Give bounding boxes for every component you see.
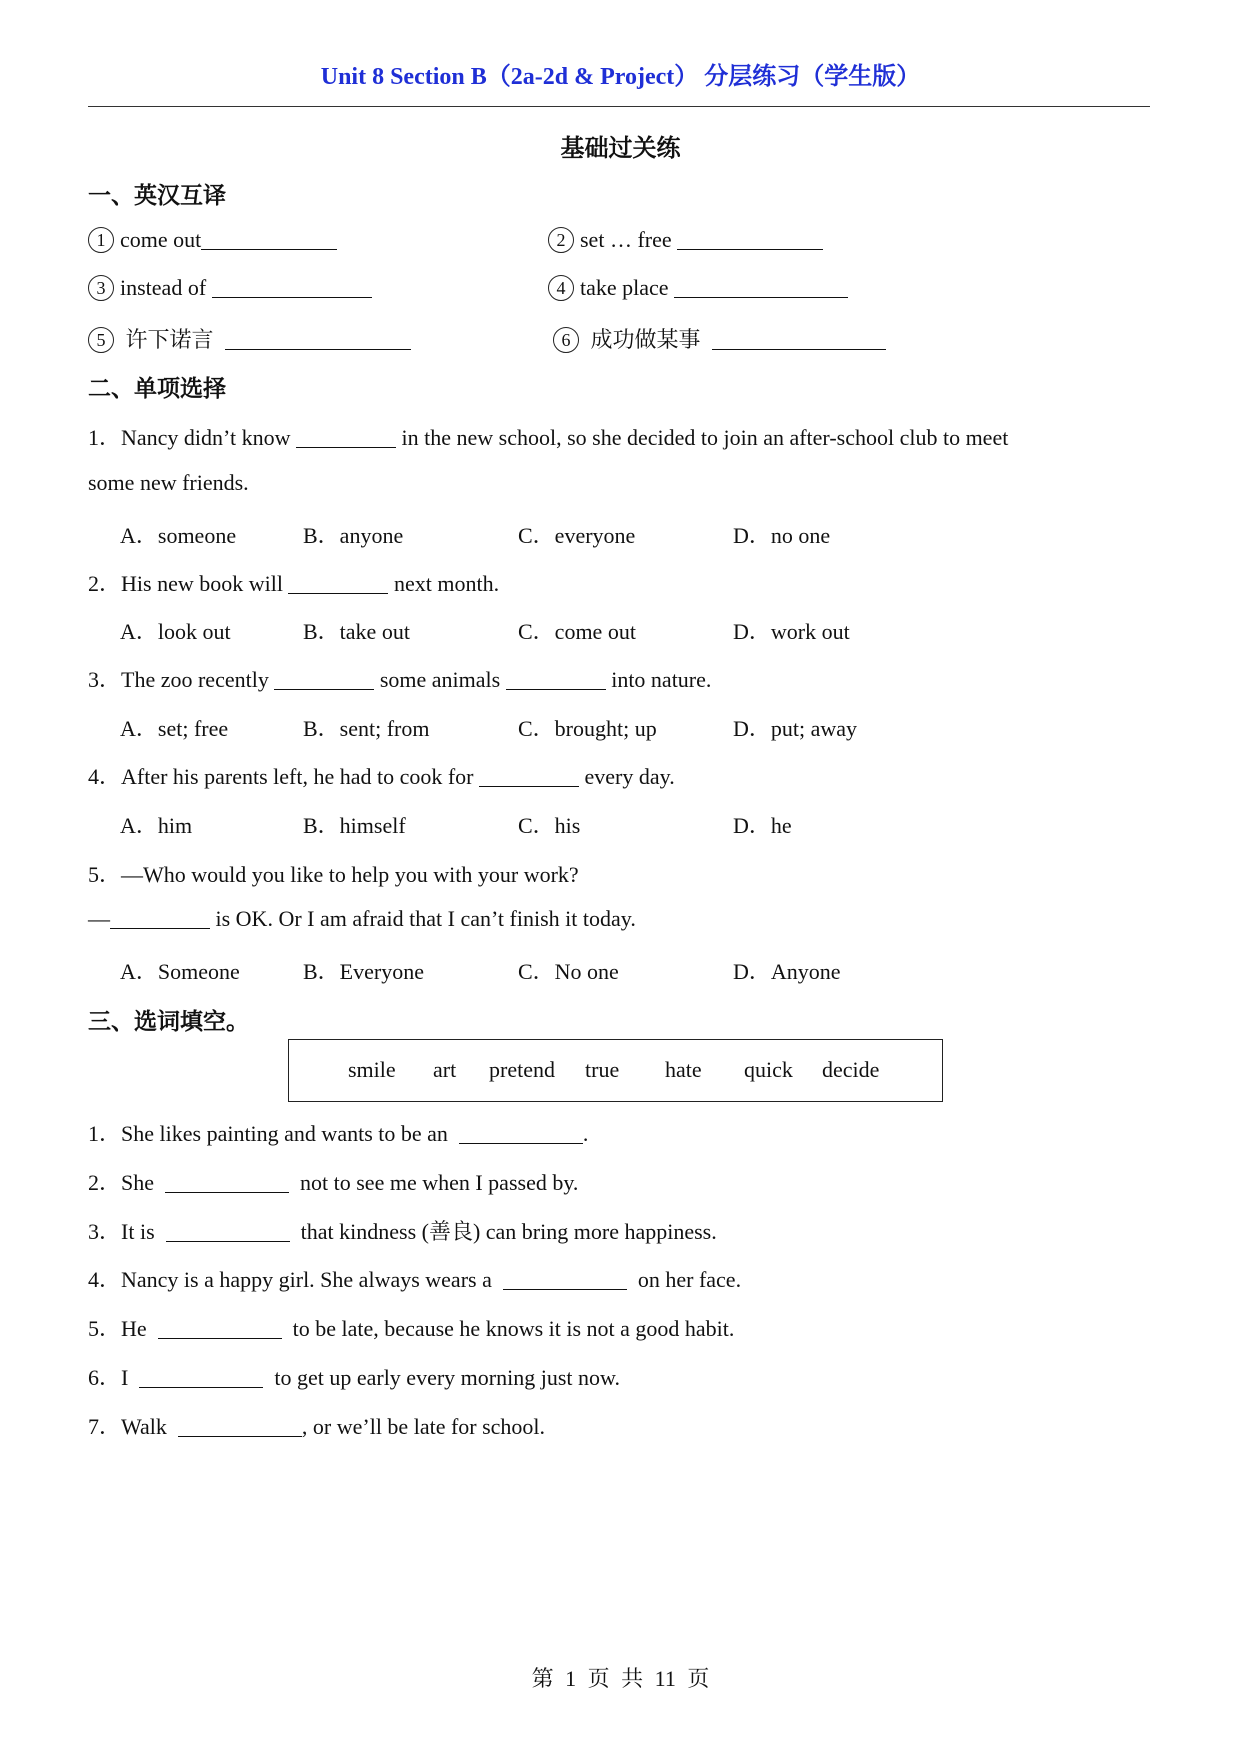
mc-option-c[interactable]: C．No one <box>518 959 619 984</box>
answer-blank[interactable] <box>212 277 372 298</box>
mc-question-1-continued: some new friends. <box>88 470 249 495</box>
answer-blank[interactable] <box>712 329 886 350</box>
part3-heading: 三、选词填空。 <box>88 1009 249 1034</box>
mc-option-b[interactable]: B．himself <box>303 813 406 838</box>
answer-blank[interactable] <box>166 1221 290 1242</box>
page-number-footer: 第 1 页 共 11 页 <box>531 1666 710 1691</box>
answer-blank[interactable] <box>139 1367 263 1388</box>
circled-number: 3 <box>88 275 114 301</box>
answer-blank[interactable] <box>674 277 848 298</box>
section-title: 基础过关练 <box>560 136 681 162</box>
answer-blank[interactable] <box>225 329 411 350</box>
circled-number: 4 <box>548 275 574 301</box>
fill-sentence-5: 5．He to be late, because he knows it is not a good habit. <box>88 1316 735 1341</box>
part2-heading: 二、单项选择 <box>88 376 226 401</box>
mc-question-5: 5．—Who would you like to help you with your work? <box>88 862 579 887</box>
answer-blank[interactable] <box>677 229 823 250</box>
mc-option-a[interactable]: A．set; free <box>120 716 229 741</box>
circled-number: 6 <box>553 327 579 353</box>
word-bank-word: smile <box>348 1057 396 1082</box>
mc-question-2: 2．His new book will next month. <box>88 571 500 596</box>
mc-option-c[interactable]: C．come out <box>518 619 636 644</box>
mc-option-d[interactable]: D．Anyone <box>733 959 841 984</box>
translate-item-4: 4 take place <box>548 275 848 301</box>
fill-sentence-2: 2．She not to see me when I passed by. <box>88 1170 579 1195</box>
translate-item-6: 6 成功做某事 <box>553 323 886 354</box>
circled-number: 2 <box>548 227 574 253</box>
answer-blank[interactable] <box>274 669 374 690</box>
mc-option-a[interactable]: A．someone <box>120 523 237 548</box>
mc-option-b[interactable]: B．sent; from <box>303 716 430 741</box>
answer-blank[interactable] <box>165 1172 289 1193</box>
answer-blank[interactable] <box>296 427 396 448</box>
answer-blank[interactable] <box>288 573 388 594</box>
mc-option-c[interactable]: C．everyone <box>518 523 636 548</box>
fill-sentence-4: 4．Nancy is a happy girl. She always wears a on her face. <box>88 1267 742 1292</box>
answer-blank[interactable] <box>459 1123 583 1144</box>
word-bank-box <box>288 1039 943 1102</box>
part1-heading: 一、英汉互译 <box>88 183 226 208</box>
fill-sentence-6: 6．I to get up early every morning just now. <box>88 1365 620 1390</box>
mc-option-a[interactable]: A．Someone <box>120 959 240 984</box>
mc-option-a[interactable]: A．him <box>120 813 193 838</box>
mc-option-d[interactable]: D．he <box>733 813 792 838</box>
word-bank-word: true <box>585 1057 620 1082</box>
translate-item-2: 2 set … free <box>548 227 823 253</box>
answer-blank[interactable] <box>110 908 210 929</box>
word-bank-word: hate <box>665 1057 702 1082</box>
mc-option-b[interactable]: B．Everyone <box>303 959 424 984</box>
answer-blank[interactable] <box>503 1269 627 1290</box>
mc-option-b[interactable]: B．anyone <box>303 523 404 548</box>
document-header-title: Unit 8 Section B（2a-2d & Project） 分层练习（学生版） <box>320 64 921 90</box>
circled-number: 5 <box>88 327 114 353</box>
translate-item-3: 3 instead of <box>88 275 372 301</box>
translate-item-5: 5 许下诺言 <box>88 323 411 354</box>
mc-question-3: 3．The zoo recently some animals into nature. <box>88 667 712 692</box>
mc-question-1: 1．Nancy didn’t know in the new school, so she decided to join an after-school club to meet <box>88 425 1009 450</box>
mc-option-b[interactable]: B．take out <box>303 619 410 644</box>
word-bank-word: art <box>433 1057 457 1082</box>
answer-blank[interactable] <box>158 1318 282 1339</box>
mc-question-5-answer-line: — is OK. Or I am afraid that I can’t finish it today. <box>88 906 636 931</box>
word-bank-word: pretend <box>489 1057 555 1082</box>
mc-option-a[interactable]: A．look out <box>120 619 231 644</box>
fill-sentence-3: 3．It is that kindness (善良) can bring more happiness. <box>88 1219 717 1244</box>
mc-option-c[interactable]: C．brought; up <box>518 716 657 741</box>
fill-sentence-1: 1．She likes painting and wants to be an . <box>88 1121 589 1146</box>
translate-item-1: 1 come out <box>88 227 337 253</box>
answer-blank[interactable] <box>178 1416 302 1437</box>
mc-question-4: 4．After his parents left, he had to cook for every day. <box>88 764 675 789</box>
answer-blank[interactable] <box>506 669 606 690</box>
mc-option-c[interactable]: C．his <box>518 813 581 838</box>
mc-option-d[interactable]: D．put; away <box>733 716 858 741</box>
header-divider <box>88 106 1150 107</box>
mc-option-d[interactable]: D．no one <box>733 523 831 548</box>
word-bank-word: decide <box>822 1057 880 1082</box>
circled-number: 1 <box>88 227 114 253</box>
answer-blank[interactable] <box>201 229 337 250</box>
answer-blank[interactable] <box>479 766 579 787</box>
fill-sentence-7: 7．Walk , or we’ll be late for school. <box>88 1414 546 1439</box>
mc-option-d[interactable]: D．work out <box>733 619 850 644</box>
word-bank-word: quick <box>744 1057 793 1082</box>
